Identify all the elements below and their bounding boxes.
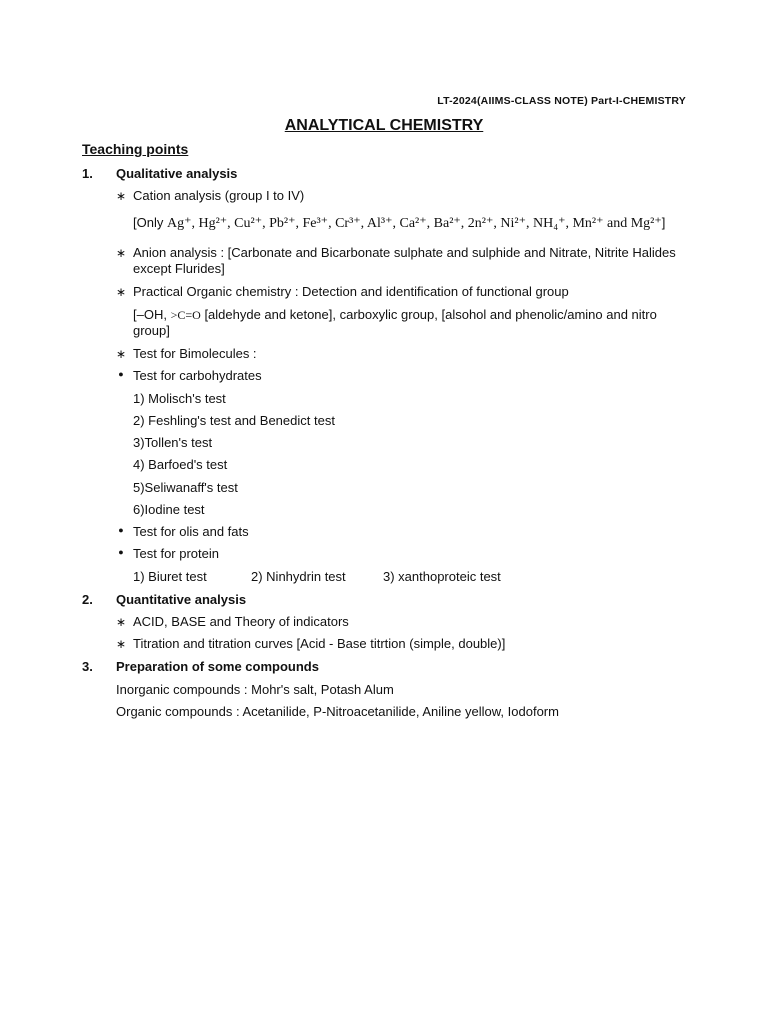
- section-3-number: 3.: [82, 659, 93, 674]
- ion-list-last: Mg²⁺: [630, 216, 662, 231]
- dot-bullet: ●: [118, 547, 124, 557]
- ion-item: 2n²⁺,: [467, 216, 501, 231]
- ion-list: [167, 216, 604, 231]
- test-carbohydrates: Test for carbohydrates: [133, 368, 262, 383]
- section-2-number: 2.: [82, 592, 93, 607]
- carb-test-6: 6)Iodine test: [133, 502, 205, 517]
- ion-list-open: [Only: [133, 215, 167, 230]
- cation-analysis: Cation analysis (group I to IV): [133, 188, 305, 203]
- teaching-points-heading: Teaching points: [82, 141, 189, 157]
- functional-groups: [133, 307, 688, 339]
- fg-prefix: [–OH,: [133, 307, 167, 322]
- carb-test-3: 3)Tollen's test: [133, 435, 213, 450]
- inorganic-compounds: Inorganic compounds : Mohr's salt, Potash Alum: [116, 682, 394, 697]
- ion-item: Fe³⁺,: [302, 216, 336, 231]
- test-protein: Test for protein: [133, 546, 219, 561]
- star-bullet: ∗: [115, 347, 127, 361]
- dot-bullet: ●: [118, 369, 124, 379]
- star-bullet: ∗: [115, 285, 127, 299]
- dot-bullet: ●: [118, 525, 124, 535]
- carbonyl-group: >C=O: [170, 308, 201, 322]
- cation-ion-list: [133, 215, 665, 232]
- ion-item: Cu²⁺,: [234, 216, 270, 231]
- quantitative-item-2: Titration and titration curves [Acid - Base titrtion (simple, double)]: [133, 636, 506, 651]
- ion-item: Cr³⁺,: [335, 216, 367, 231]
- star-bullet: ∗: [115, 189, 127, 203]
- page-header: LT-2024(AIIMS-CLASS NOTE) Part-I-CHEMISTRY: [437, 95, 686, 107]
- test-oils-fats: Test for olis and fats: [133, 524, 249, 539]
- ion-item: Al³⁺,: [366, 216, 400, 231]
- carb-test-2: 2) Feshling's test and Benedict test: [133, 413, 335, 428]
- ion-item: Ca²⁺,: [399, 216, 434, 231]
- section-3-title: Preparation of some compounds: [116, 659, 319, 674]
- section-1-title: Qualitative analysis: [116, 166, 238, 181]
- organic-compounds: Organic compounds : Acetanilide, P-Nitroacetanilide, Aniline yellow, Iodoform: [116, 704, 559, 719]
- star-bullet: ∗: [115, 615, 127, 629]
- anion-analysis: Anion analysis : [Carbonate and Bicarbonate sulphate and sulphide and Nitrate, Nitrite Halides except Flurides]: [133, 245, 676, 276]
- fg-rest: [aldehyde and ketone], carboxylic group, [alsohol and phenolic/amino and nitro group]: [133, 307, 657, 338]
- ion-item: Pb²⁺,: [269, 216, 303, 231]
- protein-test-3: 3) xanthoproteic test: [383, 569, 501, 584]
- protein-test-1: 1) Biuret test: [133, 569, 207, 584]
- carb-test-1: 1) Molisch's test: [133, 391, 226, 406]
- ion-item: Ag⁺,: [166, 216, 199, 231]
- practical-organic-chemistry: Practical Organic chemistry : Detection and identification of functional group: [133, 284, 569, 299]
- ion-item: Ni²⁺,: [500, 216, 533, 231]
- ion-list-close: ]: [661, 215, 666, 230]
- ion-item: Ba²⁺,: [433, 216, 468, 231]
- ion-item: Mn²⁺: [572, 216, 604, 231]
- ion-item: NH₄⁺,: [532, 216, 573, 231]
- protein-test-2: 2) Ninhydrin test: [251, 569, 346, 584]
- carb-test-4: 4) Barfoed's test: [133, 457, 228, 472]
- carb-test-5: 5)Seliwanaff's test: [133, 480, 238, 495]
- ion-item: Hg²⁺,: [198, 216, 235, 231]
- page-title: ANALYTICAL CHEMISTRY: [284, 117, 484, 134]
- section-2-title: Quantitative analysis: [116, 592, 247, 607]
- quantitative-item-1: ACID, BASE and Theory of indicators: [133, 614, 349, 629]
- star-bullet: ∗: [115, 246, 127, 260]
- test-biomolecules: Test for Bimolecules :: [133, 346, 257, 361]
- section-1-number: 1.: [82, 166, 93, 181]
- ion-list-and: and: [603, 216, 631, 231]
- star-bullet: ∗: [115, 637, 127, 651]
